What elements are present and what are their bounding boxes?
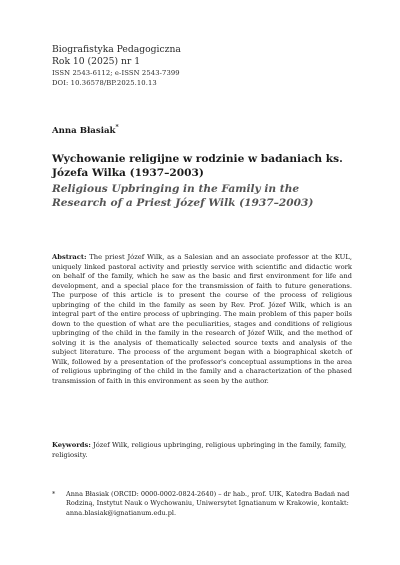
abstract <box>52 253 352 386</box>
abstract-text: The priest Józef Wilk, as a Salesian and an associate professor at the KUL, uniquely linked pastoral activity and priestly service with scientific and didactic work on behalf of the family, which he saw as the basic and first environment for life and development, and a special place for the transmission of faith to future generations. The purpose of this article is to present the course of the process of religious upbringing of the child in the family as seen by Rev. Prof. Józef Wilk, which is an integral part of the entire process of upbringing. The main problem of this paper boils down to the question of what are the peculiarities, stages and conditions of religious upbringing of the child in the family in the research of Józef Wilk, and the method of solving it is the analysis of thematically selected source texts and analysis of the subject literature. The process of the argument began with a biographical sketch of Wilk, followed by a presentation of the professor's conceptual assumptions in the area of religious upbringing of the child in the family and a characterization of the phased transmission of faith in this environment as seen by the author. <box>52 253 352 385</box>
author-footnote <box>52 490 352 518</box>
title-english: Religious Upbringing in the Family in the Research of a Priest Józef Wilk (1937–2003) <box>52 183 314 209</box>
author-name: Anna Błasiak <box>52 125 116 136</box>
author-footnote-mark: * <box>115 124 119 131</box>
journal-issue: Rok 10 (2025) nr 1 <box>52 56 141 67</box>
journal-name: Biografistyka Pedagogiczna <box>52 44 181 55</box>
journal-header <box>52 44 352 88</box>
abstract-label: Abstract: <box>52 253 87 261</box>
keywords-label: Keywords: <box>52 441 91 449</box>
author-line <box>52 124 119 136</box>
journal-issn: ISSN 2543-6112; e-ISSN 2543-7399 <box>52 69 180 77</box>
keywords-text: Józef Wilk, religious upbringing, religious upbringing in the family, family, religiosity. <box>52 441 347 459</box>
title-polish: Wychowanie religijne w rodzinie w badaniach ks. Józefa Wilka (1937–2003) <box>52 153 343 179</box>
journal-doi: DOI: 10.36578/BP.2025.10.13 <box>52 79 157 87</box>
footnote-text: Anna Błasiak (ORCID: 0000-0002-0824-2640) – dr hab., prof. UIK, Katedra Badań nad Rodziną, Instytut Nauk o Wychowaniu, Uniwersytet Ignatianum w Krakowie, kontakt: anna.blasiak@ignatianum.edu.pl. <box>66 490 350 517</box>
keywords <box>52 441 352 460</box>
footnote-mark: * <box>52 490 56 498</box>
